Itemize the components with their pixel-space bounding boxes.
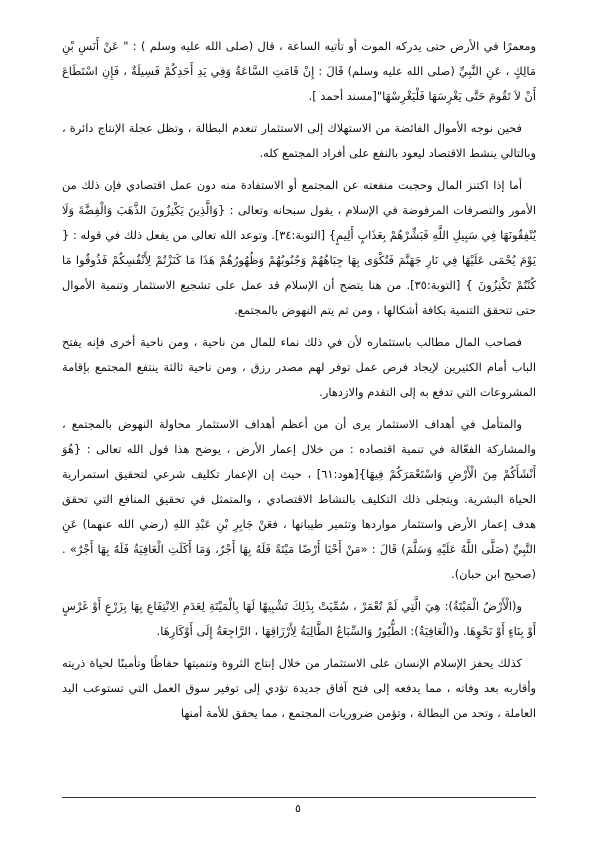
paragraph-investment-goals: والمتأمل في أهداف الاستثمار يرى أن من أعظم أهداف الاستثمار محاولة النهوض بالمجتمع ، والمشاركة الفعّالة في تنمية اقتصاده : من خلال إعمار الأرض ، يوضح هذا قول الله تعالى : {هُوَ أَنْشَأَكُمْ مِنَ الْأَرْضِ وَاسْتَعْمَرَكُمْ فِيهَا}[هود:٦١] ، حيث إن الإعمار تكليف شرعي لتحقيق استمرارية الحياة البشرية. ويتجلى ذلك التكليف بالنشاط الاقتصادي ، والمتمثل في تحقيق المنافع التي تحقق هدف إعمار الأرض واستثمار مواردها وتثمير طيباتها ، فعَنْ جَابِرِ بْنِ عَبْدِ اللهِ (رضي الله عنهما) عَنِ النَّبِيِّ (صَلَّى اللَّهُ عَلَيْهِ وَسَلَّمَ) قَالَ : «مَنْ أَحْيَا أَرْضًا مَيْتَةً فَلَهُ بِهَا أَجْرٌ، وَمَا أَكَلَتِ الْعَافِيَةُ فَلَهُ بِهَا أَجْرٌ» .(صحيح ابن حبان). [62,417,536,581]
page-number: ٥ [295,802,301,815]
paragraph-wealth-growth: كذلك يحفز الإسلام الإنسان على الاستثمار من خلال إنتاج الثروة وتنميتها حفاظًا وتأمينًا لحياة ذريته وأقاربه بعد وفاته ، مما يدفعه إلى فتح آفاق جديدة تؤدي إلى توفير سوق العمل التي تستوعب اليد العاملة ، وتحد من البطالة ، وتؤمن ضروريات المجتمع ، مما يحقق للأمة أمنها [62,656,536,720]
paragraph-definitions: و(الْأَرْضُ الْمَيْتَةُ): هِيَ الَّتِي لَمْ تُعْمَرْ ، سُمِّيَتْ بِذَلِكَ تَشْبِيهًا لَهَا بِالْمَيْتَةِ لِعَدَمِ الِانْتِفَاعِ بِهَا بِزَرْعٍ أَوْ غَرْسٍ أَوْ بِنَاءٍ أَوْ نَحْوِهَا. و(الْعَافِيَةُ): الطُّيُورُ وَالسِّبَاعُ الطَّالِبَةُ لِأَرْزَاقِهَا ، الرَّاجِعَةُ إِلَى أَوْكَارِهَا. [62,599,536,638]
paragraph-hadith-planting: ومعمرًا في الأرض حتى يدركه الموت أو تأتيه الساعة ، قال (صلى الله عليه وسلم ) : " عَنْ أَنَسِ بْنِ مَالِكٍ ، عَنِ النَّبِيِّ (صلى الله عليه وسلم) قَالَ : إِنْ قَامَتِ السَّاعَةُ وَفِي يَدِ أَحَدِكُمْ فَسِيلَةٌ ، فَإِنِ اسْتَطَاعَ أَنْ لاَ تَقُومَ حَتَّى يَغْرِسَهَا فَلْيَغْرِسْهَا"[مسند أحمد ]. [62,39,536,103]
footer-divider [62,797,536,798]
paragraph-hoarding: أما إذا اكتنز المال وحجبت منفعته عن المجتمع أو الاستفادة منه دون عمل اقتصادي فإن ذلك من الأمور والتصرفات المرفوضة في الإسلام ، يقول سبحانه وتعالى : {وَالَّذِينَ يَكْنِزُونَ الذَّهَبَ وَالْفِضَّةَ وَلَا يُنْفِقُونَهَا فِي سَبِيلِ اللَّهِ فَبَشِّرْهُمْ بِعَذَابٍ أَلِيمٍ} [التوبة:٣٤]. وتوعد الله تعالى من يفعل ذلك في قوله : { يَوْمَ يُحْمَى عَلَيْهَا فِي نَارِ جَهَنَّمَ فَتُكْوَى بِهَا جِبَاهُهُمْ وَجُنُوبُهُمْ وَظُهُورُهُمْ هَذَا مَا كَنَزْتُمْ لِأَنْفُسِكُمْ فَذُوقُوا مَا كُنْتُمْ تَكْنِزُونَ } [التوبة:٣٥]. من هنا يتضح أن الإسلام قد عمل على تشجيع الاستثمار وتنمية الأموال حتى تتحقق التنمية بكافة أشكالها ، ومن ثم يتم النهوض بالمجتمع. [62,178,536,317]
paragraph-owner-obligation: فصاحب المال مطالب باستثماره لأن في ذلك نماء للمال من ناحية ، ومن ناحية أخرى فإنه يفتح الباب أمام الكثيرين لإيجاد فرص عمل توفر لهم مصدر رزق ، ومن ناحية ثالثة ينتفع المجتمع بإقامة المشروعات التي تدفع به إلى التقدم والازدهار. [62,335,536,399]
paragraph-surplus-investment: فحين نوجه الأموال الفائضة من الاستهلاك إلى الاستثمار تنعدم البطالة ، وتظل عجلة الإنتاج دائرة ، وبالتالي ينشط الاقتصاد ليعود بالنفع على أفراد المجتمع كله. [62,121,536,160]
body-text [62,34,536,733]
